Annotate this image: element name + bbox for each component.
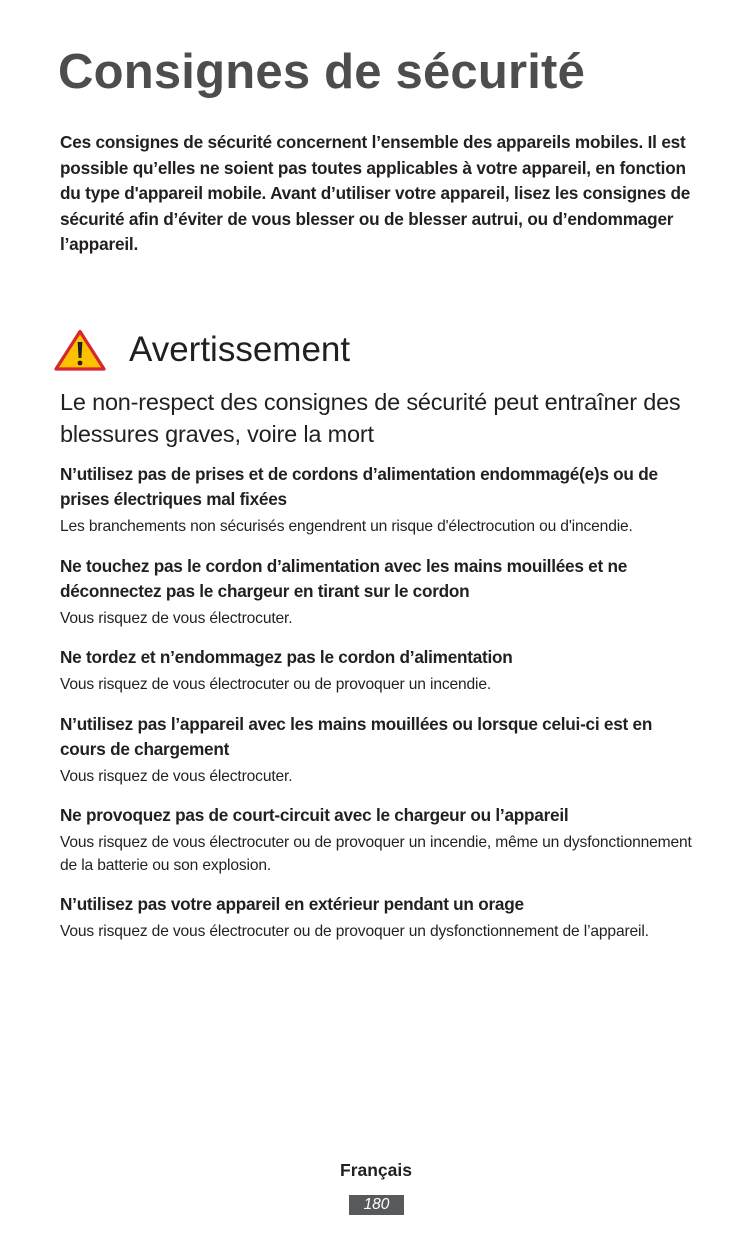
rule-heading: N’utilisez pas l’appareil avec les mains mouillées ou lorsque celui-ci est en cours de chargement <box>60 713 653 759</box>
footer-language: Français <box>340 1160 412 1180</box>
safety-rule <box>60 803 702 877</box>
rule-body: Vous risquez de vous électrocuter. <box>60 609 293 627</box>
intro-paragraph: Ces consignes de sécurité concernent l’ensemble des appareils mobiles. Il est possible qu’elles ne soient pas toutes applicables à votre appareil, en fonction du type d'appareil mobile. Avant d’utiliser votre appareil, lisez les consignes de sécurité afin d’éviter de vous blesser ou de blesser autrui, ou d’endommager l’appareil. <box>60 132 691 254</box>
rule-body: Vous risquez de vous électrocuter ou de provoquer un dysfonctionnement de l’appareil. <box>60 923 649 940</box>
safety-rule <box>60 645 702 697</box>
rule-heading: Ne touchez pas le cordon d’alimentation avec les mains mouillées et ne déconnectez pas le chargeur en tirant sur le cordon <box>60 555 628 601</box>
safety-rule <box>60 712 702 789</box>
page-title: Consignes de sécurité <box>58 45 586 99</box>
rule-body: Vous risquez de vous électrocuter ou de provoquer un incendie. <box>60 676 492 693</box>
rule-body: Vous risquez de vous électrocuter. <box>60 767 293 785</box>
safety-rules-list <box>60 462 702 959</box>
page-number-badge: 180 <box>349 1195 404 1215</box>
rule-heading: Ne tordez et n’endommagez pas le cordon d’alimentation <box>60 647 513 667</box>
safety-rule <box>60 554 702 631</box>
safety-rule <box>60 892 702 944</box>
warning-header <box>54 325 350 375</box>
warning-subtitle: Le non-respect des consignes de sécurité peut entraîner des blessures graves, voire la mort <box>60 389 681 447</box>
rule-heading: N’utilisez pas de prises et de cordons d’alimentation endommagé(e)s ou de prises électriques mal fixées <box>60 464 658 509</box>
rule-body: Les branchements non sécurisés engendrent un risque d'électrocution ou d'incendie. <box>60 518 633 535</box>
rule-heading: Ne provoquez pas de court-circuit avec le chargeur ou l’appareil <box>60 805 569 825</box>
rule-heading: N’utilisez pas votre appareil en extérieur pendant un orage <box>60 894 524 914</box>
safety-rule <box>60 462 702 539</box>
warning-triangle-icon <box>54 329 106 371</box>
rule-body: Vous risquez de vous électrocuter ou de provoquer un incendie, même un dysfonctionnement de la batterie ou son explosion. <box>60 834 692 874</box>
warning-title: Avertissement <box>129 330 351 369</box>
